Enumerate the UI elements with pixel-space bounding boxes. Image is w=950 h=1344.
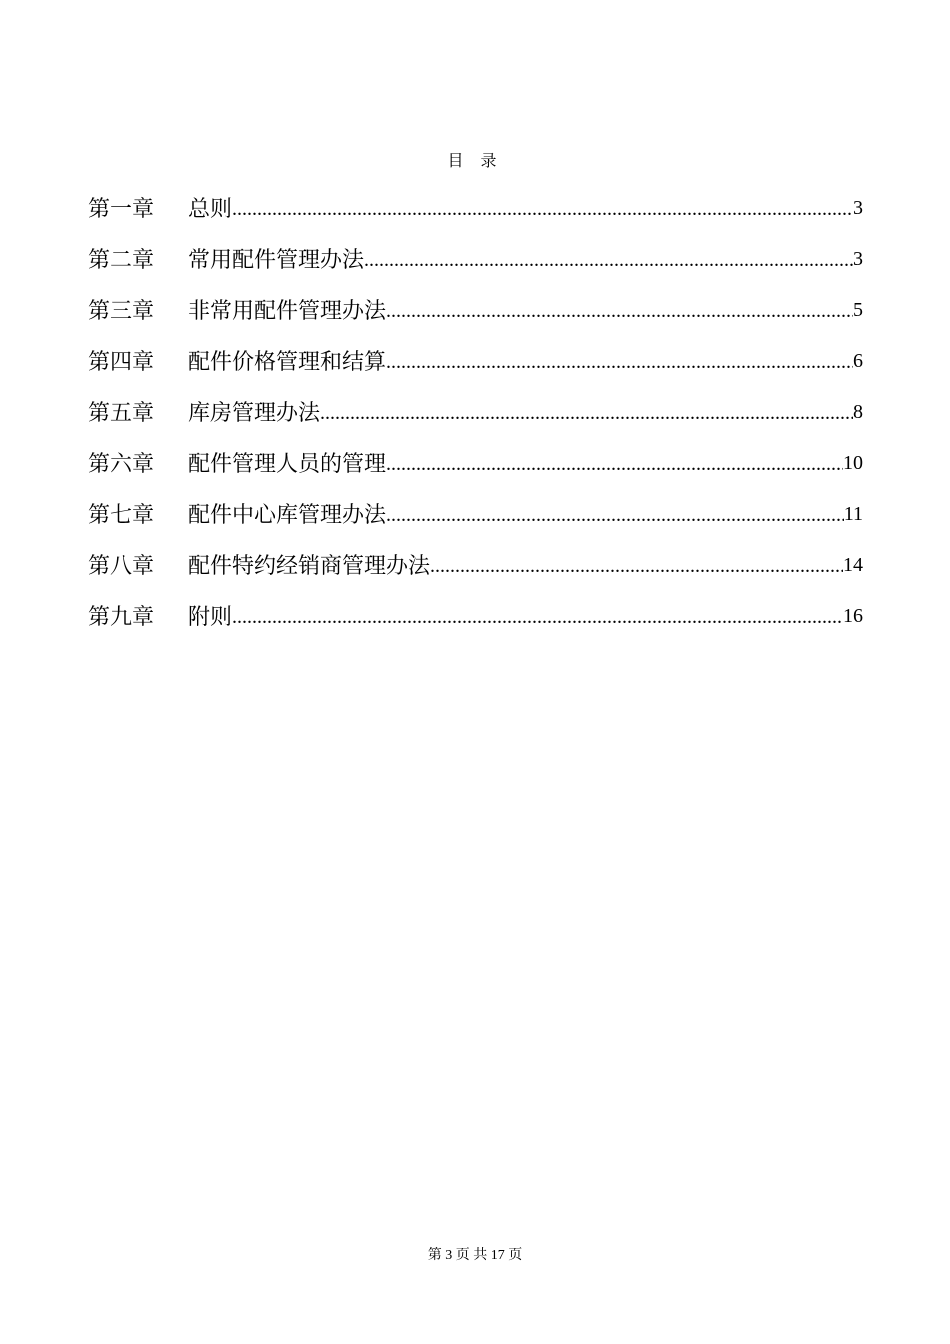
toc-chapter-number: 第五章 (88, 401, 155, 426)
toc-title: 目 录 (447, 151, 503, 170)
toc-entry-title: 常用配件管理办法 (188, 248, 365, 273)
toc-entry-title: 配件特约经销商管理办法 (188, 554, 431, 579)
toc-entry-title: 附则 (188, 605, 233, 630)
toc-chapter-number: 第七章 (88, 503, 155, 528)
toc-entry-5[interactable] (88, 386, 863, 437)
toc-page-number: 10 (843, 452, 863, 474)
toc-entry-9[interactable] (88, 590, 863, 641)
toc-dot-leader (364, 249, 853, 272)
toc-entry-8[interactable] (88, 539, 863, 590)
toc-entry-title: 总则 (188, 197, 233, 222)
toc-chapter-number: 第三章 (88, 299, 155, 324)
toc-dot-leader (320, 402, 853, 425)
table-of-contents (88, 182, 863, 641)
toc-dot-leader (430, 555, 843, 578)
toc-entry-title: 配件价格管理和结算 (188, 350, 387, 375)
toc-entry-title: 非常用配件管理办法 (188, 299, 387, 324)
toc-dot-leader (386, 351, 853, 374)
page-footer: 第 3 页 共 17 页 (427, 1248, 523, 1263)
toc-dot-leader (386, 300, 853, 323)
toc-chapter-number: 第二章 (88, 248, 155, 273)
toc-dot-leader (232, 606, 843, 629)
toc-chapter-number: 第六章 (88, 452, 155, 477)
toc-page-number: 3 (853, 248, 863, 270)
toc-page-number: 11 (843, 503, 863, 525)
toc-entry-7[interactable] (88, 488, 863, 539)
toc-chapter-number: 第四章 (88, 350, 155, 375)
toc-chapter-number: 第九章 (88, 605, 155, 630)
toc-entry-1[interactable] (88, 182, 863, 233)
toc-entry-title: 配件管理人员的管理 (188, 452, 387, 477)
toc-chapter-number: 第一章 (88, 197, 155, 222)
toc-dot-leader (386, 504, 844, 527)
toc-entry-title: 配件中心库管理办法 (188, 503, 387, 528)
toc-dot-leader (232, 198, 853, 221)
toc-page-number: 5 (853, 299, 863, 321)
toc-page-number: 3 (853, 197, 863, 219)
toc-page-number: 16 (843, 605, 863, 627)
toc-chapter-number: 第八章 (88, 554, 155, 579)
toc-dot-leader (386, 453, 843, 476)
toc-entry-3[interactable] (88, 284, 863, 335)
toc-entry-4[interactable] (88, 335, 863, 386)
toc-entry-title: 库房管理办法 (188, 401, 321, 426)
toc-page-number: 6 (853, 350, 863, 372)
toc-entry-6[interactable] (88, 437, 863, 488)
toc-page-number: 8 (853, 401, 863, 423)
toc-entry-2[interactable] (88, 233, 863, 284)
toc-page-number: 14 (843, 554, 863, 576)
